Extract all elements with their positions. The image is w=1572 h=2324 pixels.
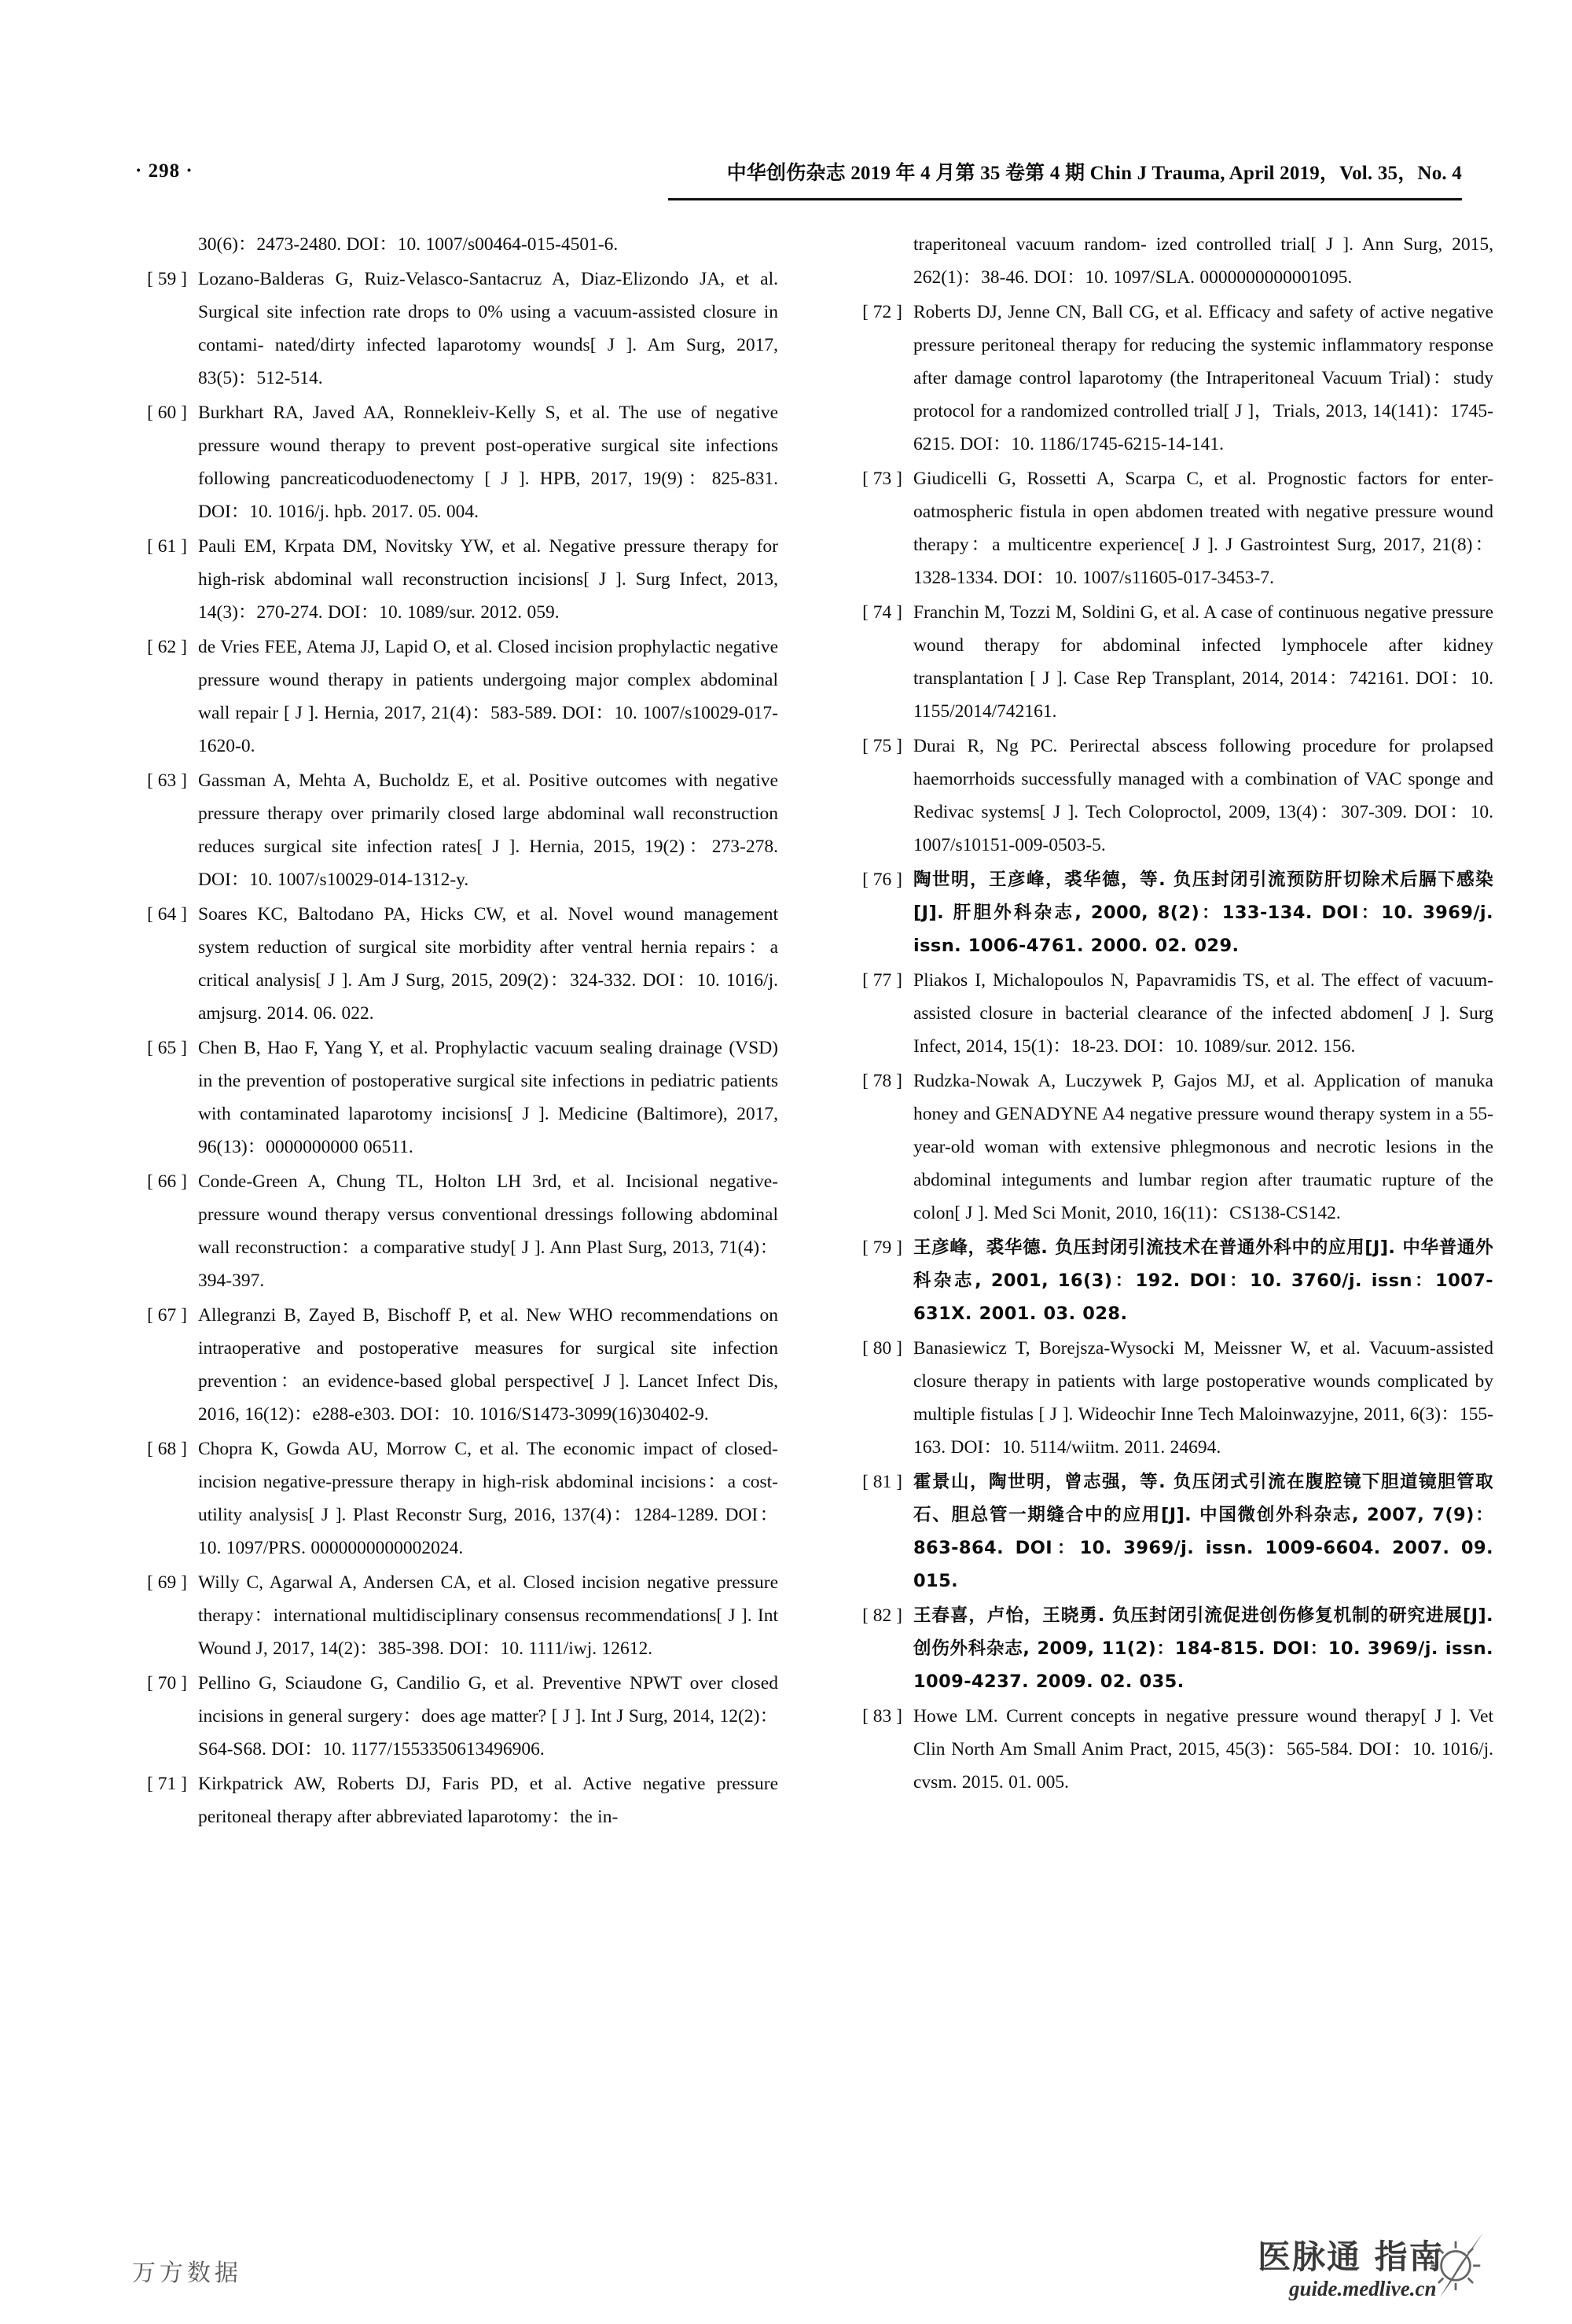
reference-number: [ 64 ] — [147, 904, 187, 925]
reference-entry — [841, 596, 1493, 728]
reference-entry — [841, 964, 1493, 1063]
reference-entry — [841, 462, 1493, 594]
reference-number: [ 62 ] — [147, 637, 187, 657]
reference-text: Lozano-Balderas G, Ruiz-Velasco-Santacruz A, Diaz-Elizondo JA, et al. Surgical site infection rate drops to 0% using a vacuum-assisted closure in contami- nated/dirty infected laparotomy wounds[ J ]. Am Surg, 2017, 83(5)：512-514. — [198, 269, 778, 388]
reference-entry — [126, 1566, 778, 1665]
reference-entry — [126, 228, 778, 261]
left-reference-column — [126, 228, 778, 1835]
reference-text: Pellino G, Sciaudone G, Candilio G, et al. Preventive NPWT over closed incisions in general surgery：does age matter? [ J ]. Int J Surg, 2014, 12(2)：S64-S68. DOI：10. 1177/1553350613496906. — [198, 1673, 778, 1760]
reference-text: Pliakos I, Michalopoulos N, Papavramidis TS, et al. The effect of vacuum-assisted closure in bacterial clearance of the infected abdomen[ J ]. Surg Infect, 2014, 15(1)：18-23. DOI：10. 1089/sur. 2012. 156. — [913, 970, 1493, 1057]
reference-number: [ 65 ] — [147, 1038, 187, 1058]
reference-number: [ 76 ] — [862, 870, 902, 890]
wanfang-watermark: 万方数据 — [132, 2260, 242, 2287]
medlive-logo — [1258, 2231, 1509, 2314]
reference-number: [ 59 ] — [147, 269, 187, 289]
reference-number: [ 67 ] — [147, 1305, 187, 1326]
running-head — [126, 154, 1462, 203]
reference-entry — [126, 396, 778, 528]
reference-entry — [126, 263, 778, 395]
reference-text: Banasiewicz T, Borejsza-Wysocki M, Meissner W, et al. Vacuum-assisted closure therapy in patients with large postoperative wounds complicated by multiple fistulas [ J ]. Wideochir Inne Tech Maloinwazyjne, 2011, 6(3)：155-163. DOI：10. 5114/wiitm. 2011. 24694. — [913, 1338, 1493, 1458]
reference-number: [ 74 ] — [862, 602, 902, 623]
reference-text: Gassman A, Mehta A, Bucholdz E, et al. Positive outcomes with negative pressure therapy over primarily closed large abdominal wall reconstruction reduces surgical site infection rates[ J ]. Hernia, 2015, 19(2)：273-278. DOI：10. 1007/s10029-014-1312-y. — [198, 770, 778, 890]
reference-number: [ 72 ] — [862, 302, 902, 322]
reference-entry — [126, 631, 778, 763]
reference-number: [ 82 ] — [862, 1605, 902, 1626]
reference-number: [ 80 ] — [862, 1338, 902, 1359]
reference-entry — [126, 764, 778, 896]
reference-text: 王春喜，卢怡，王晓勇. 负压封闭引流促进创伤修复机制的研究进展[J]. 创伤外科杂志, 2009, 11(2)：184-815. DOI：10. 3969/j. issn. 1009-4237. 2009. 02. 035. — [913, 1605, 1493, 1692]
reference-number: [ 61 ] — [147, 536, 187, 557]
medlive-logo-text: 医脉通 指南 — [1258, 2238, 1444, 2276]
reference-text: Chopra K, Gowda AU, Morrow C, et al. The economic impact of closed-incision negative-pressure therapy in high-risk abdominal incisions：a cost-utility analysis[ J ]. Plast Reconstr Surg, 2016, 137(4)：1284-1289. DOI：10. 1097/PRS. 0000000000002024. — [198, 1439, 778, 1558]
reference-number: [ 70 ] — [147, 1673, 187, 1693]
reference-text: Willy C, Agarwal A, Andersen CA, et al. Closed incision negative pressure therapy：international multidisciplinary consensus recommendations[ J ]. Int Wound J, 2017, 14(2)：385-398. DOI：10. 1111/iwj. 12612. — [198, 1572, 778, 1659]
reference-entry — [126, 1767, 778, 1833]
reference-entry — [841, 1700, 1493, 1799]
reference-entry — [126, 1031, 778, 1164]
reference-number: [ 78 ] — [862, 1071, 902, 1091]
right-reference-column — [841, 228, 1493, 1835]
page-folio: · 298 · — [135, 160, 193, 182]
reference-entry — [841, 1465, 1493, 1598]
reference-text: Kirkpatrick AW, Roberts DJ, Faris PD, et al. Active negative pressure peritoneal therapy after abbreviated laparotomy：the in- — [198, 1774, 778, 1827]
reference-entry — [841, 228, 1493, 294]
reference-number: [ 73 ] — [862, 469, 902, 489]
reference-entry — [126, 898, 778, 1030]
reference-number: [ 71 ] — [147, 1774, 187, 1794]
reference-number: [ 69 ] — [147, 1572, 187, 1593]
reference-number: [ 83 ] — [862, 1706, 902, 1726]
reference-number: [ 68 ] — [147, 1439, 187, 1459]
reference-number: [ 79 ] — [862, 1237, 902, 1258]
reference-number: [ 77 ] — [862, 970, 902, 991]
reference-text: Rudzka-Nowak A, Luczywek P, Gajos MJ, et al. Application of manuka honey and GENADYNE A4 negative pressure wound therapy system in a 55-year-old woman with extensive phlegmonous and necrotic lesions in the abdominal integuments and lumbar region after traumatic rupture of the colon[ J ]. Med Sci Monit, 2010, 16(11)：CS138-CS142. — [913, 1071, 1493, 1223]
reference-text: Pauli EM, Krpata DM, Novitsky YW, et al. Negative pressure therapy for high-risk abdominal wall reconstruction incisions[ J ]. Surg Infect, 2013, 14(3)：270-274. DOI：10. 1089/sur. 2012. 059. — [198, 536, 778, 623]
reference-entry — [126, 1299, 778, 1431]
reference-number: [ 63 ] — [147, 770, 187, 791]
reference-text: Franchin M, Tozzi M, Soldini G, et al. A case of continuous negative pressure wound therapy for abdominal infected lymphocele after kidney transplantation [ J ]. Case Rep Transplant, 2014, 2014：742161. DOI：10. 1155/2014/742161. — [913, 602, 1493, 722]
reference-text: 陶世明，王彦峰，裘华德，等. 负压封闭引流预防肝切除术后膈下感染[J]. 肝胆外科杂志, 2000, 8(2)：133-134. DOI：10. 3969/j. issn. 1006-4761. 2000. 02. 029. — [913, 870, 1493, 956]
reference-entry — [126, 1432, 778, 1565]
reference-text: de Vries FEE, Atema JJ, Lapid O, et al. Closed incision prophylactic negative pressure wound therapy in patients undergoing major complex abdominal wall repair [ J ]. Hernia, 2017, 21(4)：583-589. DOI：10. 1007/s10029-017-1620-0. — [198, 637, 778, 756]
reference-text: Giudicelli G, Rossetti A, Scarpa C, et al. Prognostic factors for enter- oatmospheric fistula in open abdomen treated with negative pressure wound therapy：a multicentre experience[ J ]. J Gastrointest Surg, 2017, 21(8)：1328-1334. DOI：10. 1007/s11605-017-3453-7. — [913, 469, 1493, 588]
reference-text: Howe LM. Current concepts in negative pressure wound therapy[ J ]. Vet Clin North Am Small Anim Pract, 2015, 45(3)：565-584. DOI：10. 1016/j. cvsm. 2015. 01. 005. — [913, 1706, 1493, 1793]
reference-text: Durai R, Ng PC. Perirectal abscess following procedure for prolapsed haemorrhoids successfully managed with a combination of VAC sponge and Redivac systems[ J ]. Tech Coloproctol, 2009, 13(4)：307-309. DOI：10. 1007/s10151-009-0503-5. — [913, 736, 1493, 855]
reference-entry — [126, 1667, 778, 1766]
reference-entry — [841, 296, 1493, 461]
reference-number: [ 60 ] — [147, 403, 187, 423]
running-head-title: 中华创伤杂志 2019 年 4 月第 35 卷第 4 期 Chin J Trauma, April 2019，Vol. 35，No. 4 — [726, 163, 1462, 184]
reference-entry — [841, 863, 1493, 962]
running-head-rule — [668, 198, 1462, 200]
reference-number: [ 75 ] — [862, 736, 902, 756]
reference-text: Roberts DJ, Jenne CN, Ball CG, et al. Efficacy and safety of active negative pressure peritoneal therapy for reducing the systemic inflammatory response after damage control laparotomy (the Intraperitoneal Vacuum Trial)：study protocol for a randomized controlled trial[ J ]，Trials, 2013, 14(141)：1745-6215. DOI：10. 1186/1745-6215-14-141. — [913, 302, 1493, 454]
reference-text: Soares KC, Baltodano PA, Hicks CW, et al. Novel wound management system reduction of surgical site morbidity after ventral hernia repairs：a critical analysis[ J ]. Am J Surg, 2015, 209(2)：324-332. DOI：10. 1016/j. amjsurg. 2014. 06. 022. — [198, 904, 778, 1024]
reference-text: 霍景山，陶世明，曾志强，等. 负压闭式引流在腹腔镜下胆道镜胆管取石、胆总管一期缝合中的应用[J]. 中国微创外科杂志, 2007, 7(9)：863-864. DOI：10. 3969/j. issn. 1009-6604. 2007. 09. 015. — [913, 1472, 1493, 1591]
reference-text: Burkhart RA, Javed AA, Ronnekleiv-Kelly S, et al. The use of negative pressure wound therapy to prevent post-operative surgical site infections following pancreaticoduodenectomy [ J ]. HPB, 2017, 19(9)：825-831. DOI：10. 1016/j. hpb. 2017. 05. 004. — [198, 403, 778, 522]
reference-text: Conde-Green A, Chung TL, Holton LH 3rd, et al. Incisional negative-pressure wound therapy versus conventional dressings following abdominal wall reconstruction：a comparative study[ J ]. Ann Plast Surg, 2013, 71(4)：394-397. — [198, 1171, 778, 1291]
reference-text: traperitoneal vacuum random- ized controlled trial[ J ]. Ann Surg, 2015, 262(1)：38-46. DOI：10. 1097/SLA. 0000000000001095. — [913, 234, 1493, 288]
reference-columns — [126, 228, 1493, 1835]
medlive-url-text: guide.medlive.cn — [1289, 2277, 1437, 2300]
reference-entry — [841, 1599, 1493, 1698]
reference-entry — [126, 530, 778, 629]
reference-number: [ 66 ] — [147, 1171, 187, 1192]
reference-entry — [126, 1165, 778, 1297]
reference-entry — [841, 1332, 1493, 1464]
reference-text: 王彦峰，裘华德. 负压封闭引流技术在普通外科中的应用[J]. 中华普通外科杂志, 2001, 16(3)：192. DOI：10. 3760/j. issn：1007-631X. 2001. 03. 028. — [913, 1237, 1493, 1324]
reference-entry — [841, 730, 1493, 862]
reference-text: 30(6)：2473-2480. DOI：10. 1007/s00464-015-4501-6. — [198, 234, 619, 255]
reference-entry — [841, 1065, 1493, 1230]
reference-text: Allegranzi B, Zayed B, Bischoff P, et al. New WHO recommendations on intraoperative and postoperative measures for surgical site infection prevention：an evidence-based global perspective[ J ]. Lancet Infect Dis, 2016, 16(12)：e288-e303. DOI：10. 1016/S1473-3099(16)30402-9. — [198, 1305, 778, 1425]
reference-number: [ 81 ] — [862, 1472, 902, 1492]
reference-text: Chen B, Hao F, Yang Y, et al. Prophylactic vacuum sealing drainage (VSD) in the prevention of postoperative surgical site infections in pediatric patients with contaminated laparotomy incisions[ J ]. Medicine (Baltimore), 2017, 96(13)：0000000000 06511. — [198, 1038, 778, 1157]
reference-entry — [841, 1231, 1493, 1330]
